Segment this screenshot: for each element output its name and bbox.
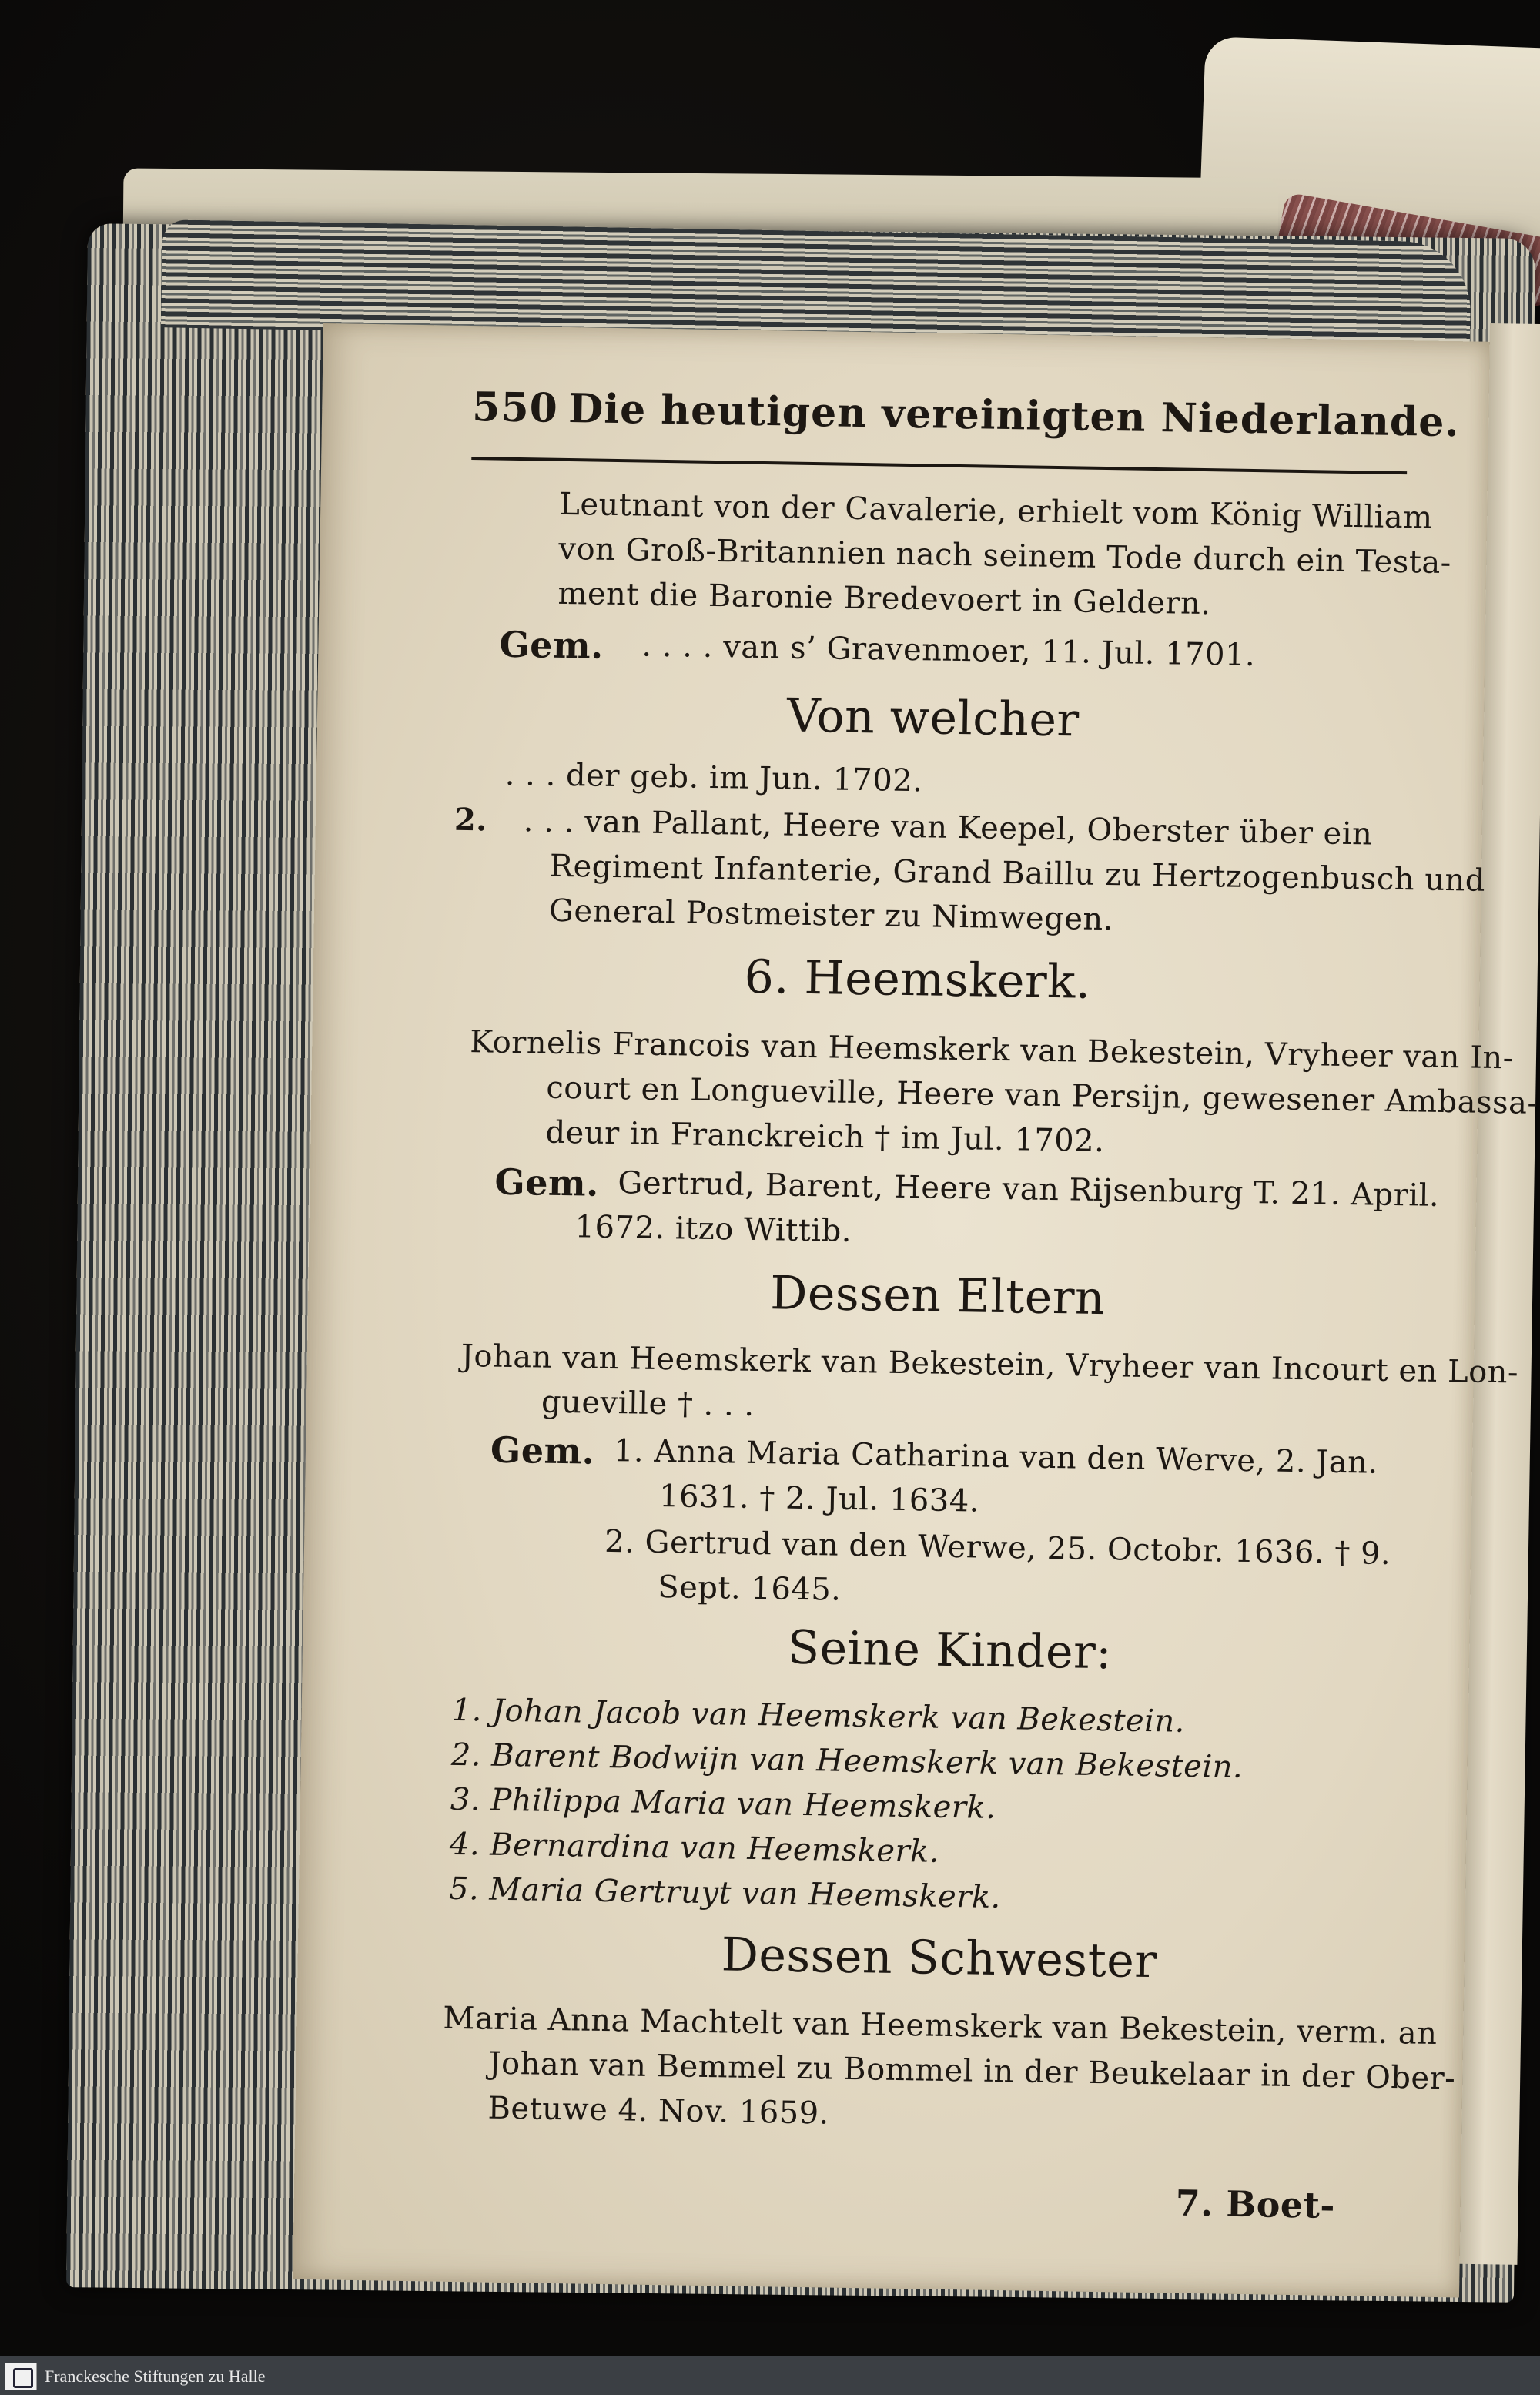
text-line: . . . der geb. im Jun. 1702. bbox=[504, 756, 923, 799]
institution-logo-icon bbox=[5, 2363, 37, 2390]
text-line: Gertrud, Barent, Heere van Rijsenburg T. 21. April. bbox=[618, 1165, 1440, 1214]
entry-label: Gem. bbox=[494, 1161, 600, 1204]
text-line: 1672. itzo Wittib. bbox=[574, 1209, 852, 1249]
text-line: Johan van Bemmel zu Bommel in der Beukelaar in der Ober- bbox=[488, 2045, 1456, 2097]
catchword: 7. Boet- bbox=[1175, 2182, 1336, 2226]
text-line: ment die Baronie Bredevoert in Geldern. bbox=[557, 575, 1211, 622]
child-entry: 1. Johan Jacob van Heemskerk van Bekestein. bbox=[451, 1692, 1186, 1740]
book-page bbox=[293, 323, 1538, 2297]
section-heading: 6. Heemskerk. bbox=[744, 950, 1092, 1010]
entry-label: Gem. bbox=[499, 623, 604, 667]
text-line: von Groß-Britannien nach seinem Tode durch ein Testa- bbox=[558, 531, 1452, 581]
section-heading: Dessen Schwester bbox=[721, 1928, 1158, 1989]
text-line: General Postmeister zu Nimwegen. bbox=[548, 893, 1114, 938]
entry-label: Gem. bbox=[490, 1429, 595, 1472]
text-line: 1. Anna Maria Catharina van den Werve, 2. Jan. bbox=[613, 1433, 1379, 1481]
text-line: deur in Franckreich † im Jul. 1702. bbox=[545, 1114, 1105, 1160]
text-line: Leutnant von der Cavalerie, erhielt vom König William bbox=[558, 486, 1434, 536]
text-line: Regiment Infanterie, Grand Baillu zu Hertzogenbusch und bbox=[549, 848, 1486, 899]
text-line: Kornelis Francois van Heemskerk van Bekestein, Vryheer van In- bbox=[470, 1024, 1515, 1077]
text-line: 1631. † 2. Jul. 1634. bbox=[658, 1479, 980, 1519]
footer-credit: Franckesche Stiftungen zu Halle bbox=[45, 2367, 266, 2386]
page-number: 550 bbox=[471, 384, 559, 432]
child-entry: 4. Bernardina van Heemskerk. bbox=[449, 1826, 940, 1870]
footer-bar bbox=[0, 2356, 1540, 2395]
text-line: gueville † . . . bbox=[541, 1384, 755, 1423]
entry-number: 2. bbox=[454, 801, 488, 839]
text-line: Sept. 1645. bbox=[657, 1569, 842, 1608]
section-heading: Seine Kinder: bbox=[787, 1620, 1113, 1680]
running-head: Die heutigen vereinigten Niederlande. bbox=[567, 385, 1460, 447]
text-line: Maria Anna Machtelt van Heemskerk van Bekestein, verm. an bbox=[443, 2000, 1438, 2052]
text-line: Betuwe 4. Nov. 1659. bbox=[487, 2090, 830, 2132]
text-line: . . . van Pallant, Heere van Keepel, Oberster über ein bbox=[523, 803, 1373, 852]
text-line: court en Longueville, Heere van Persijn, gewesener Ambassa- bbox=[546, 1070, 1538, 1121]
section-heading: Von welcher bbox=[786, 688, 1080, 748]
header-rule bbox=[471, 457, 1407, 474]
child-entry: 3. Philippa Maria van Heemskerk. bbox=[450, 1781, 996, 1826]
child-entry: 2. Barent Bodwijn van Heemskerk van Bekestein. bbox=[450, 1737, 1244, 1785]
page-text bbox=[293, 323, 1538, 2297]
text-line: Johan van Heemskerk van Bekestein, Vryheer van Incourt en Lon- bbox=[460, 1338, 1519, 1391]
text-line: . . . . van s’ Gravenmoer, 11. Jul. 1701. bbox=[641, 628, 1256, 674]
child-entry: 5. Maria Gertruyt van Heemskerk. bbox=[448, 1871, 1002, 1916]
section-heading: Dessen Eltern bbox=[769, 1266, 1106, 1326]
text-line: 2. Gertrud van den Werwe, 25. Octobr. 1636. † 9. bbox=[604, 1523, 1391, 1572]
